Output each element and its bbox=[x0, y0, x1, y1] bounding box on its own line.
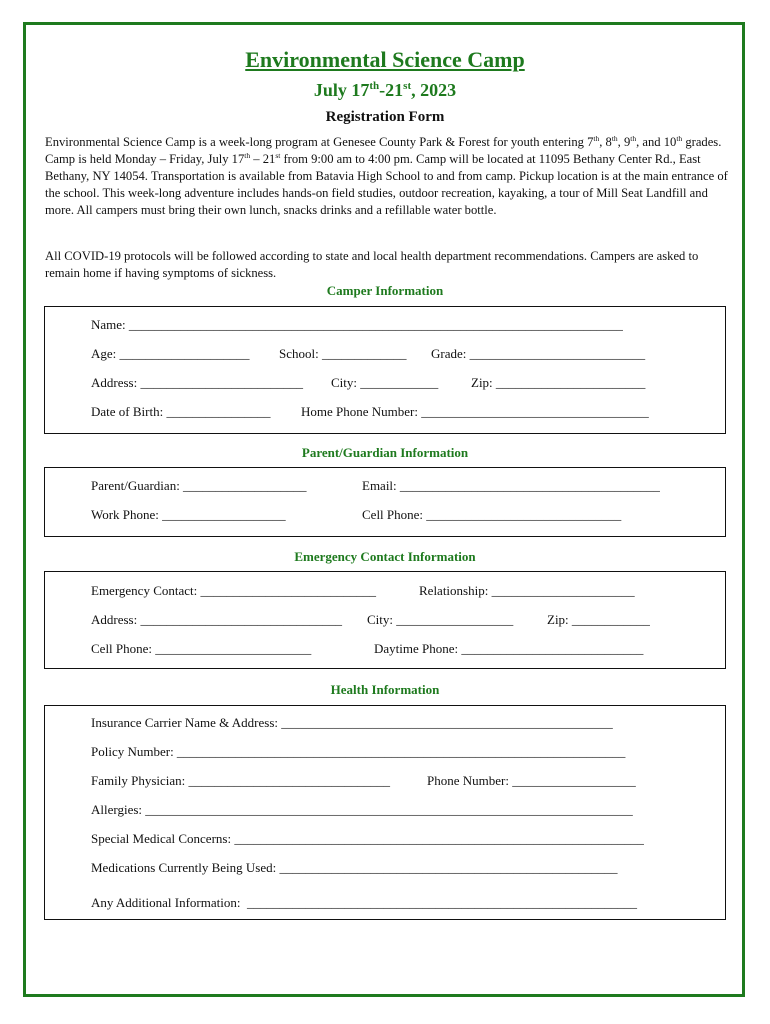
sup: th bbox=[630, 133, 637, 143]
parent-email-field[interactable]: Email: ________________________________________ bbox=[362, 478, 660, 493]
intro-text: grades. Camp is held Monday – Friday, July 17 bbox=[45, 135, 722, 166]
intro-text-a: Environmental Science Camp is a week-long program at Genesee County Park & Forest for youth entering 7 bbox=[45, 135, 594, 149]
health-additional-info-field[interactable]: Any Additional Information: ____________________________________________________________ bbox=[91, 895, 637, 910]
emergency-city-field[interactable]: City: __________________ bbox=[367, 612, 514, 627]
intro-text: 10 bbox=[663, 135, 677, 149]
emergency-daytime-phone-field[interactable]: Daytime Phone: ____________________________ bbox=[374, 641, 644, 656]
health-policy-field[interactable]: Policy Number: _____________________________________________________________________ bbox=[91, 744, 626, 759]
emergency-contact-field[interactable]: Emergency Contact: ___________________________ bbox=[91, 583, 377, 598]
page-title: Environmental Science Camp bbox=[245, 47, 525, 72]
dates-sup-th: th bbox=[369, 80, 380, 92]
parent-cell-phone-field[interactable]: Cell Phone: ______________________________ bbox=[362, 507, 622, 522]
parent-heading: Parent/Guardian Information bbox=[301, 445, 469, 460]
sup: th bbox=[593, 133, 600, 143]
parent-work-phone-field[interactable]: Work Phone: ___________________ bbox=[91, 507, 286, 522]
intro-text: from 9:00 am to 4:00 pm. Camp will be located at 11095 Bethany Center Rd., East Bethany, NY 14054. Transportation is available from Batavia High School to and from camp. Pickup location is at the main entrance of the school. This week-long adventure includes hands-on field studies, outdoor recreation, kayaking, a tour of Mill Seat Landfill and more. All campers must bring their own lunch, snacks drinks and a refillable water bottle. bbox=[45, 152, 728, 217]
health-insurance-field[interactable]: Insurance Carrier Name & Address: ___________________________________________________ bbox=[91, 715, 613, 730]
dates-sup-st: st bbox=[403, 80, 412, 92]
dates-end: -21 bbox=[379, 80, 404, 100]
health-medications-field[interactable]: Medications Currently Being Used: ____________________________________________________ bbox=[91, 860, 618, 875]
emergency-heading: Emergency Contact Information bbox=[294, 549, 476, 564]
sup: th bbox=[676, 133, 683, 143]
health-physician-field[interactable]: Family Physician: _______________________________ bbox=[91, 773, 390, 788]
intro-text: , 8 bbox=[599, 135, 612, 149]
intro-text: , and bbox=[636, 135, 661, 149]
camper-name-field[interactable]: Name: ____________________________________________________________________________ bbox=[91, 317, 623, 332]
dates-year: , 2023 bbox=[411, 80, 457, 100]
health-medical-concerns-field[interactable]: Special Medical Concerns: _______________________________________________________________ bbox=[91, 831, 644, 846]
covid-paragraph: All COVID-19 protocols will be followed according to state and local health department recommendations. Campers are asked to remain home if having symptoms of sickness. bbox=[45, 249, 699, 280]
emergency-address-field[interactable]: Address: _______________________________ bbox=[91, 612, 342, 627]
health-allergies-field[interactable]: Allergies: ___________________________________________________________________________ bbox=[91, 802, 633, 817]
form-subtitle: Registration Form bbox=[325, 109, 445, 125]
intro-text: , 9 bbox=[617, 135, 631, 149]
emergency-zip-field[interactable]: Zip: ____________ bbox=[547, 612, 650, 627]
camper-heading: Camper Information bbox=[326, 283, 444, 298]
camper-dob-field[interactable]: Date of Birth: ________________ bbox=[91, 404, 271, 419]
health-heading: Health Information bbox=[330, 682, 440, 697]
camper-city-field[interactable]: City: ____________ bbox=[331, 375, 439, 390]
camper-home-phone-field[interactable]: Home Phone Number: ___________________________________ bbox=[301, 404, 649, 419]
sup: th bbox=[611, 133, 618, 143]
camper-zip-field[interactable]: Zip: _______________________ bbox=[471, 375, 646, 390]
intro-paragraph bbox=[45, 134, 730, 219]
dates-start: July 17 bbox=[313, 80, 370, 100]
camper-age-field[interactable]: Age: ____________________ bbox=[91, 346, 250, 361]
parent-guardian-field[interactable]: Parent/Guardian: ___________________ bbox=[91, 478, 307, 493]
intro-text: – 21 bbox=[250, 152, 276, 166]
camper-school-field[interactable]: School: _____________ bbox=[279, 346, 407, 361]
camper-address-field[interactable]: Address: _________________________ bbox=[91, 375, 303, 390]
sup: st bbox=[275, 150, 281, 160]
camp-dates bbox=[0, 80, 770, 101]
health-physician-phone-field[interactable]: Phone Number: ___________________ bbox=[427, 773, 636, 788]
emergency-relationship-field[interactable]: Relationship: ______________________ bbox=[419, 583, 635, 598]
emergency-cell-phone-field[interactable]: Cell Phone: ________________________ bbox=[91, 641, 312, 656]
sup: th bbox=[244, 150, 251, 160]
camper-grade-field[interactable]: Grade: ___________________________ bbox=[431, 346, 646, 361]
